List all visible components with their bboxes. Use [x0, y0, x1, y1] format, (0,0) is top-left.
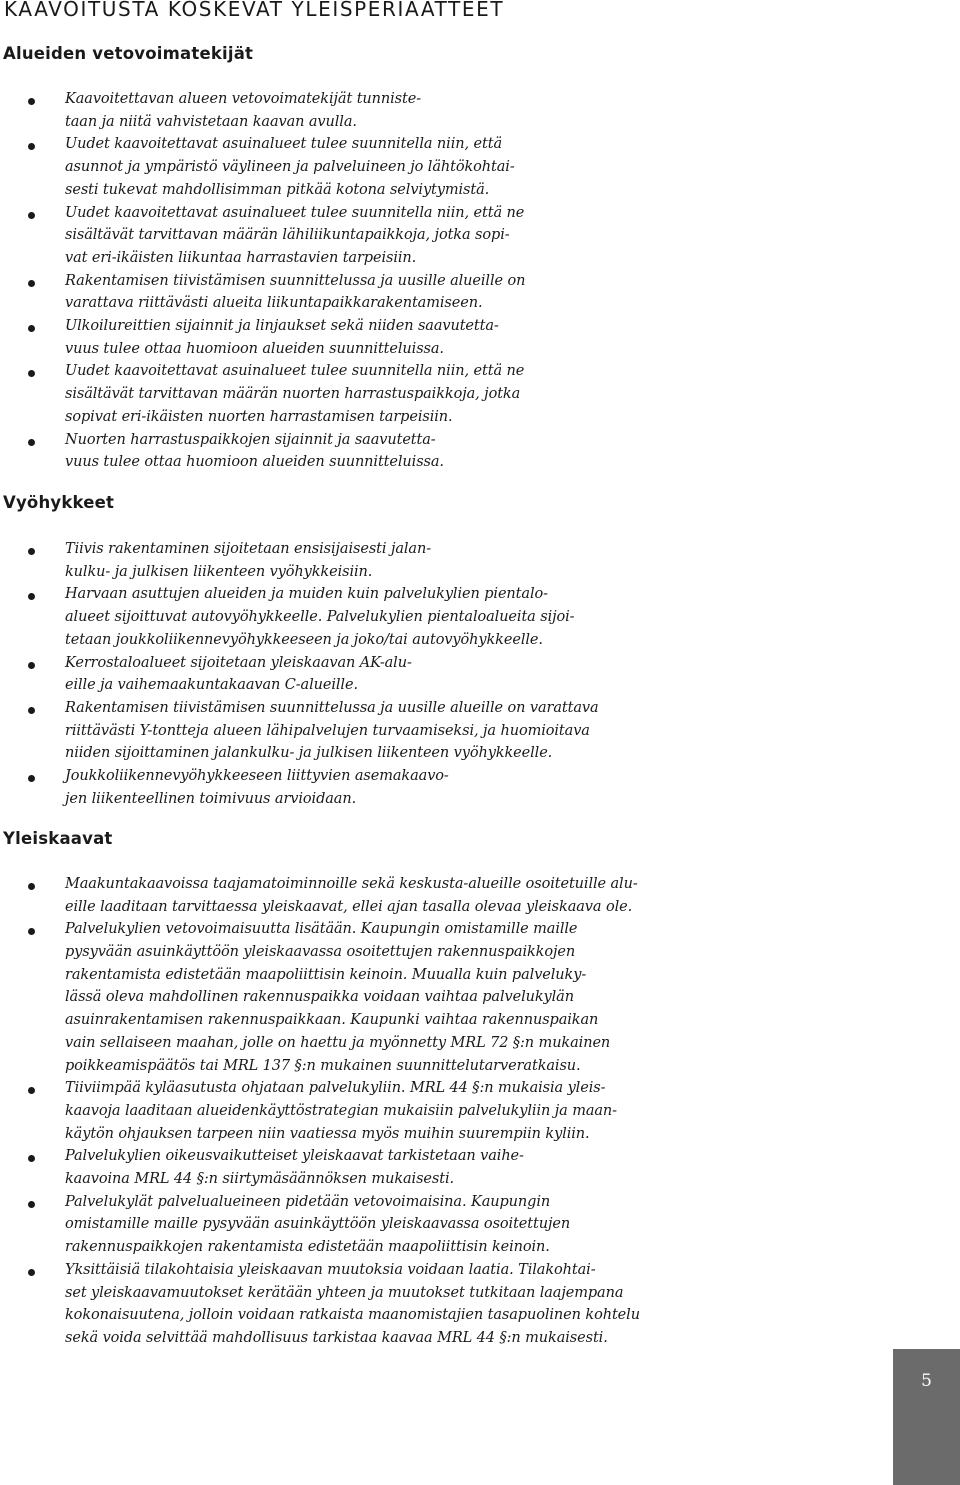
list-item-line: Uudet kaavoitettavat asuinalueet tulee suunnitella niin, että	[65, 136, 502, 153]
list-item-line: lässä oleva mahdollinen rakennuspaikka voidaan vaihtaa palvelukylän	[65, 989, 574, 1006]
list-item-line: vat eri-ikäisten liikuntaa harrastavien tarpeisiin.	[65, 249, 417, 266]
bullet-icon	[28, 775, 35, 782]
list-item-line: Palvelukylien oikeusvaikutteiset yleiskaavat tarkistetaan vaihe-	[65, 1148, 524, 1165]
list-item-line: asuinrakentamisen rakennuspaikkaan. Kaupunki vaihtaa rakennuspaikan	[65, 1012, 599, 1029]
list-item-line: eille ja vaihemaakuntakaavan C-alueille.	[65, 677, 358, 694]
list-item-line: kokonaisuutena, jolloin voidaan ratkaista maanomistajien tasapuolinen kohtelu	[65, 1307, 640, 1324]
list-item-line: Yksittäisiä tilakohtaisia yleiskaavan muutoksia voidaan laatia. Tilakohtai-	[65, 1261, 596, 1278]
list-item-line: Rakentamisen tiivistämisen suunnittelussa ja uusille alueille on	[65, 272, 526, 289]
list-item-line: riittävästi Y-tontteja alueen lähipalvelujen turvaamiseksi, ja huomioitava	[65, 722, 590, 739]
list-item-line: sisältävät tarvittavan määrän nuorten harrastuspaikkoja, jotka	[65, 386, 521, 403]
list-item-line: rakentamista edistetään maapoliittisin keinoin. Muualla kuin palveluky-	[65, 966, 587, 983]
list-item-line: Uudet kaavoitettavat asuinalueet tulee suunnitella niin, että ne	[65, 363, 525, 380]
bullet-icon	[28, 883, 35, 890]
list-item-line: vain sellaiseen maahan, jolle on haettu ja myönnetty MRL 72 §:n mukainen	[65, 1034, 611, 1051]
list-item-line: niiden sijoittaminen jalankulku- ja julkisen liikenteen vyöhykkeelle.	[65, 745, 553, 762]
bullet-icon	[28, 593, 35, 600]
list-item-line: vuus tulee ottaa huomioon alueiden suunnitteluissa.	[65, 454, 444, 471]
list-item-line: tetaan joukkoliikennevyöhykkeeseen ja joko/tai autovyöhykkeelle.	[65, 631, 543, 648]
list-item-line: Rakentamisen tiivistämisen suunnittelussa ja uusille alueille on varattava	[65, 699, 599, 716]
list-item-line: alueet sijoittuvat autovyöhykkeelle. Palvelukylien pientaloalueita sijoi-	[65, 609, 575, 626]
list-item-line: poikkeamispäätös tai MRL 137 §:n mukainen suunnittelutarveratkaisu.	[65, 1057, 581, 1074]
list-item-line: Kerrostaloalueet sijoitetaan yleiskaavan AK-alu-	[65, 654, 412, 671]
list-item-line: eille laaditaan tarvittaessa yleiskaavat, ellei ajan tasalla olevaa yleiskaava ole.	[65, 898, 633, 915]
list-item-line: Kaavoitettavan alueen vetovoimatekijät tunniste-	[65, 91, 422, 107]
section-heading: Vyöhykkeet	[3, 493, 115, 512]
list-item-line: Palvelukylät palvelualueineen pidetään vetovoimaisina. Kaupungin	[65, 1193, 551, 1210]
list-item-line: Tiivis rakentaminen sijoitetaan ensisijaisesti jalan-	[65, 541, 432, 557]
bullet-icon	[28, 662, 35, 669]
list-item-line: Harvaan asuttujen alueiden ja muiden kuin palvelukylien pientalo-	[65, 586, 548, 603]
bullet-icon	[28, 280, 35, 287]
bullet-icon	[28, 370, 35, 377]
list-item-line: jen liikenteellinen toimivuus arvioidaan.	[65, 790, 357, 807]
bullet-icon	[28, 548, 35, 555]
list-item-line: set yleiskaavamuutokset kerätään yhteen ja muutokset tutkitaan laajempana	[65, 1284, 624, 1301]
page-title: KAAVOITUSTA KOSKEVAT YLEISPERIAATTEET	[4, 0, 505, 21]
list-item-line: varattava riittävästi alueita liikuntapaikkarakentamiseen.	[65, 295, 483, 312]
list-item-line: sesti tukevat mahdollisimman pitkää kotona selviytymistä.	[65, 181, 490, 198]
page-number-tab	[893, 1349, 960, 1485]
bullet-icon	[28, 707, 35, 714]
list-item-line: käytön ohjauksen tarpeen niin vaatiessa myös muihin suurempiin kyliin.	[65, 1125, 590, 1142]
bullet-icon	[28, 928, 35, 935]
list-item-line: kaavoina MRL 44 §:n siirtymäsäännöksen mukaisesti.	[65, 1171, 455, 1188]
bullet-icon	[28, 1269, 35, 1276]
section-heading: Yleiskaavat	[3, 829, 113, 848]
list-item-line: Uudet kaavoitettavat asuinalueet tulee suunnitella niin, että ne	[65, 204, 525, 221]
bullet-icon	[28, 1087, 35, 1094]
list-item-line: vuus tulee ottaa huomioon alueiden suunnitteluissa.	[65, 340, 444, 357]
list-item-line: kulku- ja julkisen liikenteen vyöhykkeisiin.	[65, 563, 373, 580]
bullet-icon	[28, 143, 35, 150]
section-heading: Alueiden vetovoimatekijät	[3, 44, 254, 63]
list-item-line: asunnot ja ympäristö väylineen ja palveluineen jo lähtökohtai-	[65, 159, 515, 176]
list-item-line: Nuorten harrastuspaikkojen sijainnit ja saavutetta-	[65, 431, 436, 448]
list-item-line: omistamille maille pysyvään asuinkäyttöön yleiskaavassa osoitettujen	[65, 1216, 571, 1233]
list-item-line: Joukkoliikennevyöhykkeeseen liittyvien asemakaavo-	[65, 768, 449, 784]
list-item-line: Palvelukylien vetovoimaisuutta lisätään. Kaupungin omistamille maille	[65, 921, 578, 938]
list-item-line: kaavoja laaditaan alueidenkäyttöstrategian mukaisiin palvelukyliin ja maan-	[65, 1102, 617, 1119]
list-item-line: pysyvään asuinkäyttöön yleiskaavassa osoitettujen rakennuspaikkojen	[65, 944, 576, 961]
list-item-line: rakennuspaikkojen rakentamista edistetään maapoliittisin keinoin.	[65, 1239, 550, 1256]
bullet-icon	[28, 98, 35, 105]
page-number: 5	[921, 1371, 932, 1391]
bullet-icon	[28, 439, 35, 446]
list-item-line: sekä voida selvittää mahdollisuus tarkistaa kaavaa MRL 44 §:n mukaisesti.	[65, 1329, 608, 1346]
list-item-line: taan ja niitä vahvistetaan kaavan avulla.	[65, 113, 357, 130]
bullet-icon	[28, 325, 35, 332]
list-item-line: sopivat eri-ikäisten nuorten harrastamisen tarpeisiin.	[65, 408, 453, 425]
bullet-icon	[28, 212, 35, 219]
bullet-icon	[28, 1201, 35, 1208]
list-item-line: Maakuntakaavoissa taajamatoiminnoille sekä keskusta-alueille osoitetuille alu-	[65, 876, 638, 892]
bullet-icon	[28, 1155, 35, 1162]
list-item-line: Tiiviimpää kyläasutusta ohjataan palvelukyliin. MRL 44 §:n mukaisia yleis-	[65, 1080, 606, 1097]
list-item-line: sisältävät tarvittavan määrän lähiliikuntapaikkoja, jotka sopi-	[65, 227, 510, 244]
list-item-line: Ulkoilureittien sijainnit ja linjaukset sekä niiden saavutetta-	[65, 318, 499, 334]
